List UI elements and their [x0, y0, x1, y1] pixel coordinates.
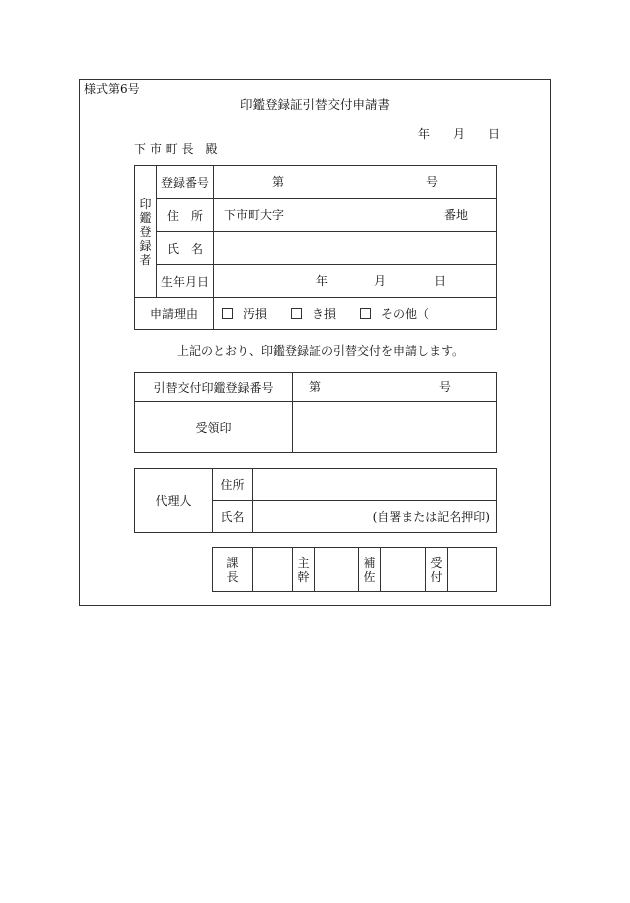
registration-number-field[interactable] — [214, 166, 497, 199]
soiled-label: 汚損 — [243, 307, 268, 321]
name-field[interactable] — [214, 232, 497, 265]
exchange-number-label: 引替交付印鑑登録番号 — [135, 373, 293, 402]
agent-table — [134, 468, 497, 533]
address-field[interactable] — [214, 199, 497, 232]
registrant-group-label: 印鑑登録者 — [135, 166, 157, 298]
registration-number-label: 登録番号 — [157, 166, 214, 199]
reception-stamp[interactable] — [448, 548, 497, 592]
date-day: 日 — [488, 127, 501, 141]
address-value: 下市町大字 — [224, 208, 285, 222]
form-title: 印鑑登録証引替交付申請書 — [239, 97, 390, 112]
receipt-seal-label: 受領印 — [135, 402, 293, 453]
chief-stamp[interactable] — [315, 548, 359, 592]
damaged-label: き損 — [312, 307, 337, 321]
reason-option-other[interactable] — [360, 308, 429, 320]
assistant-label: 補佐 — [359, 548, 381, 592]
exchange-number-prefix: 第 — [309, 380, 322, 394]
birth-year-label: 年 — [316, 274, 329, 288]
other-label: その他（ — [381, 307, 430, 321]
agent-address-field[interactable] — [253, 469, 497, 501]
application-statement: 上記のとおり、印鑑登録証の引替交付を申請します。 — [177, 344, 465, 358]
assistant-stamp[interactable] — [381, 548, 426, 592]
addressee: 下 市 町 長 殿 — [134, 142, 218, 156]
form-number: 様式第6号 — [84, 82, 140, 96]
name-label: 氏 名 — [157, 232, 214, 265]
exchange-number-suffix: 号 — [439, 380, 452, 394]
reason-label: 申請理由 — [135, 298, 214, 330]
registrant-table — [134, 165, 497, 330]
date-year: 年 — [418, 127, 431, 141]
receipt-seal-field[interactable] — [293, 402, 497, 453]
soiled-checkbox[interactable] — [222, 308, 233, 319]
birth-date-label: 生年月日 — [157, 265, 214, 298]
birth-day-label: 日 — [434, 274, 447, 288]
section-chief-label: 課長 — [213, 548, 253, 592]
reason-option-soiled[interactable] — [222, 308, 267, 320]
registration-number-suffix: 号 — [426, 175, 439, 189]
address-suffix: 番地 — [444, 208, 469, 222]
section-chief-stamp[interactable] — [253, 548, 293, 592]
reason-option-damaged[interactable] — [291, 308, 336, 320]
birth-date-field[interactable] — [214, 265, 497, 298]
signature-note: (自署または記名押印) — [372, 510, 490, 524]
birth-month-label: 月 — [374, 274, 387, 288]
registration-number-prefix: 第 — [272, 175, 285, 189]
exchange-number-field[interactable] — [293, 373, 497, 402]
date-month: 月 — [453, 127, 466, 141]
reason-options — [214, 298, 497, 330]
damaged-checkbox[interactable] — [291, 308, 302, 319]
chief-label: 主幹 — [293, 548, 315, 592]
reception-label: 受付 — [426, 548, 448, 592]
other-checkbox[interactable] — [360, 308, 371, 319]
exchange-table — [134, 372, 497, 453]
address-label: 住 所 — [157, 199, 214, 232]
agent-name-field[interactable] — [253, 501, 497, 533]
agent-label: 代理人 — [135, 469, 213, 533]
agent-name-label: 氏名 — [213, 501, 253, 533]
office-stamp-table — [212, 547, 497, 592]
agent-address-label: 住所 — [213, 469, 253, 501]
